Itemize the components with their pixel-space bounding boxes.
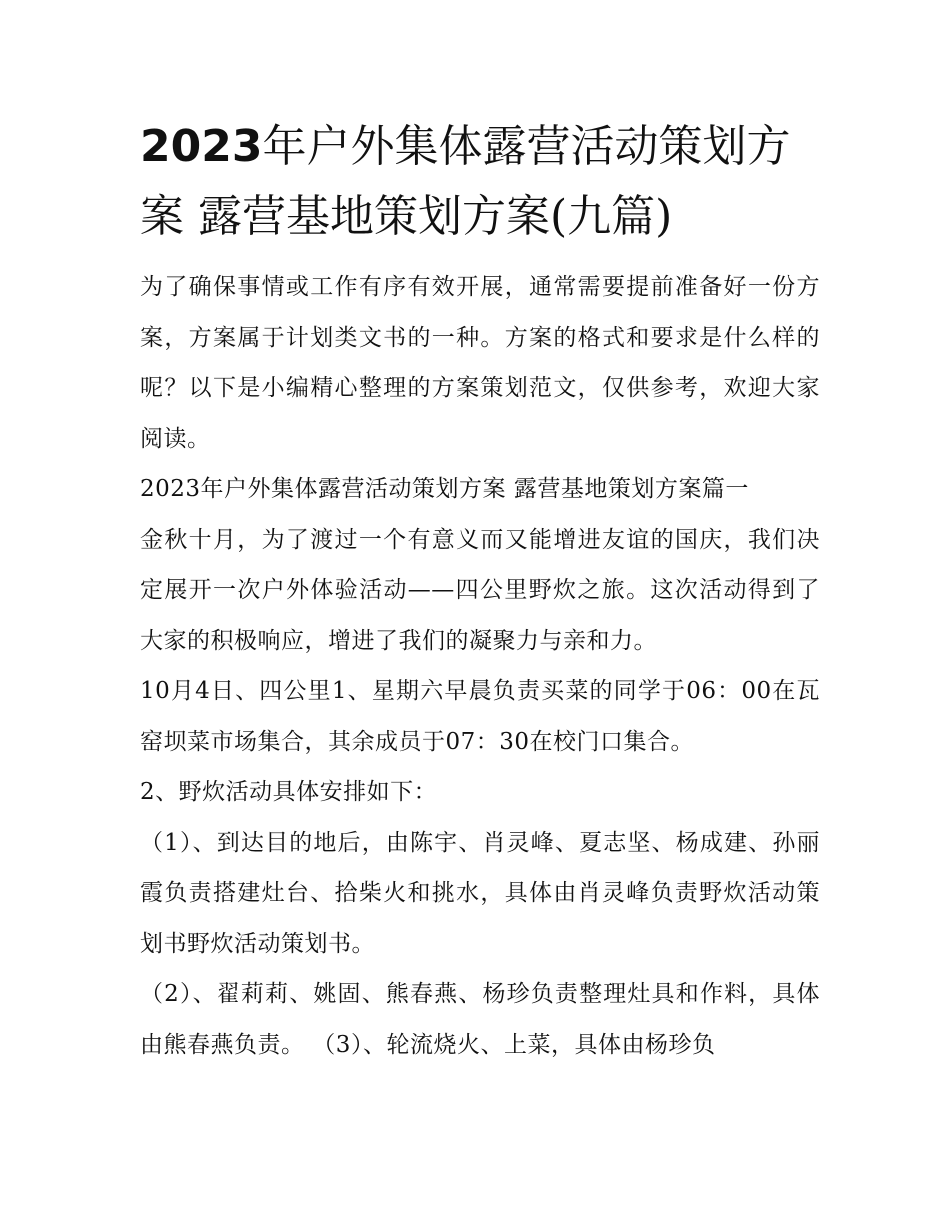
document-title [140, 112, 820, 252]
body-paragraph: 10月4日、四公里1、星期六早晨负责买菜的同学于06：00在瓦窑坝菜市场集合，其余成员于07：30在校门口集合。 [140, 678, 820, 755]
list-heading: 2、野炊活动具体安排如下： [140, 779, 438, 805]
intro-paragraph: 为了确保事情或工作有序有效开展，通常需要提前准备好一份方案，方案属于计划类文书的一种。方案的格式和要求是什么样的呢？以下是小编精心整理的方案策划范文，仅供参考，欢迎大家阅读。 [140, 274, 820, 452]
body-paragraph: 金秋十月，为了渡过一个有意义而又能增进友谊的国庆，我们决定展开一次户外体验活动——四公里野炊之旅。这次活动得到了大家的积极响应，增进了我们的凝聚力与亲和力。 [140, 526, 820, 654]
list-item: （2）、翟莉莉、姚固、熊春燕、杨珍负责整理灶具和作料，具体由熊春燕负责。 （3）、轮流烧火、上菜，具体由杨珍负 [140, 981, 820, 1058]
document-page [140, 112, 820, 1070]
title-text: 年户外集体露营活动策划方案 露营基地策划方案(九篇) [140, 121, 791, 242]
list-item: （1）、到达目的地后，由陈宇、肖灵峰、夏志坚、杨成建、孙丽霞负责搭建灶台、拾柴火和挑水，具体由肖灵峰负责野炊活动策划书野炊活动策划书。 [140, 829, 820, 957]
title-year: 2023 [140, 121, 263, 172]
section-heading: 2023年户外集体露营活动策划方案 露营基地策划方案篇一 [140, 476, 749, 502]
